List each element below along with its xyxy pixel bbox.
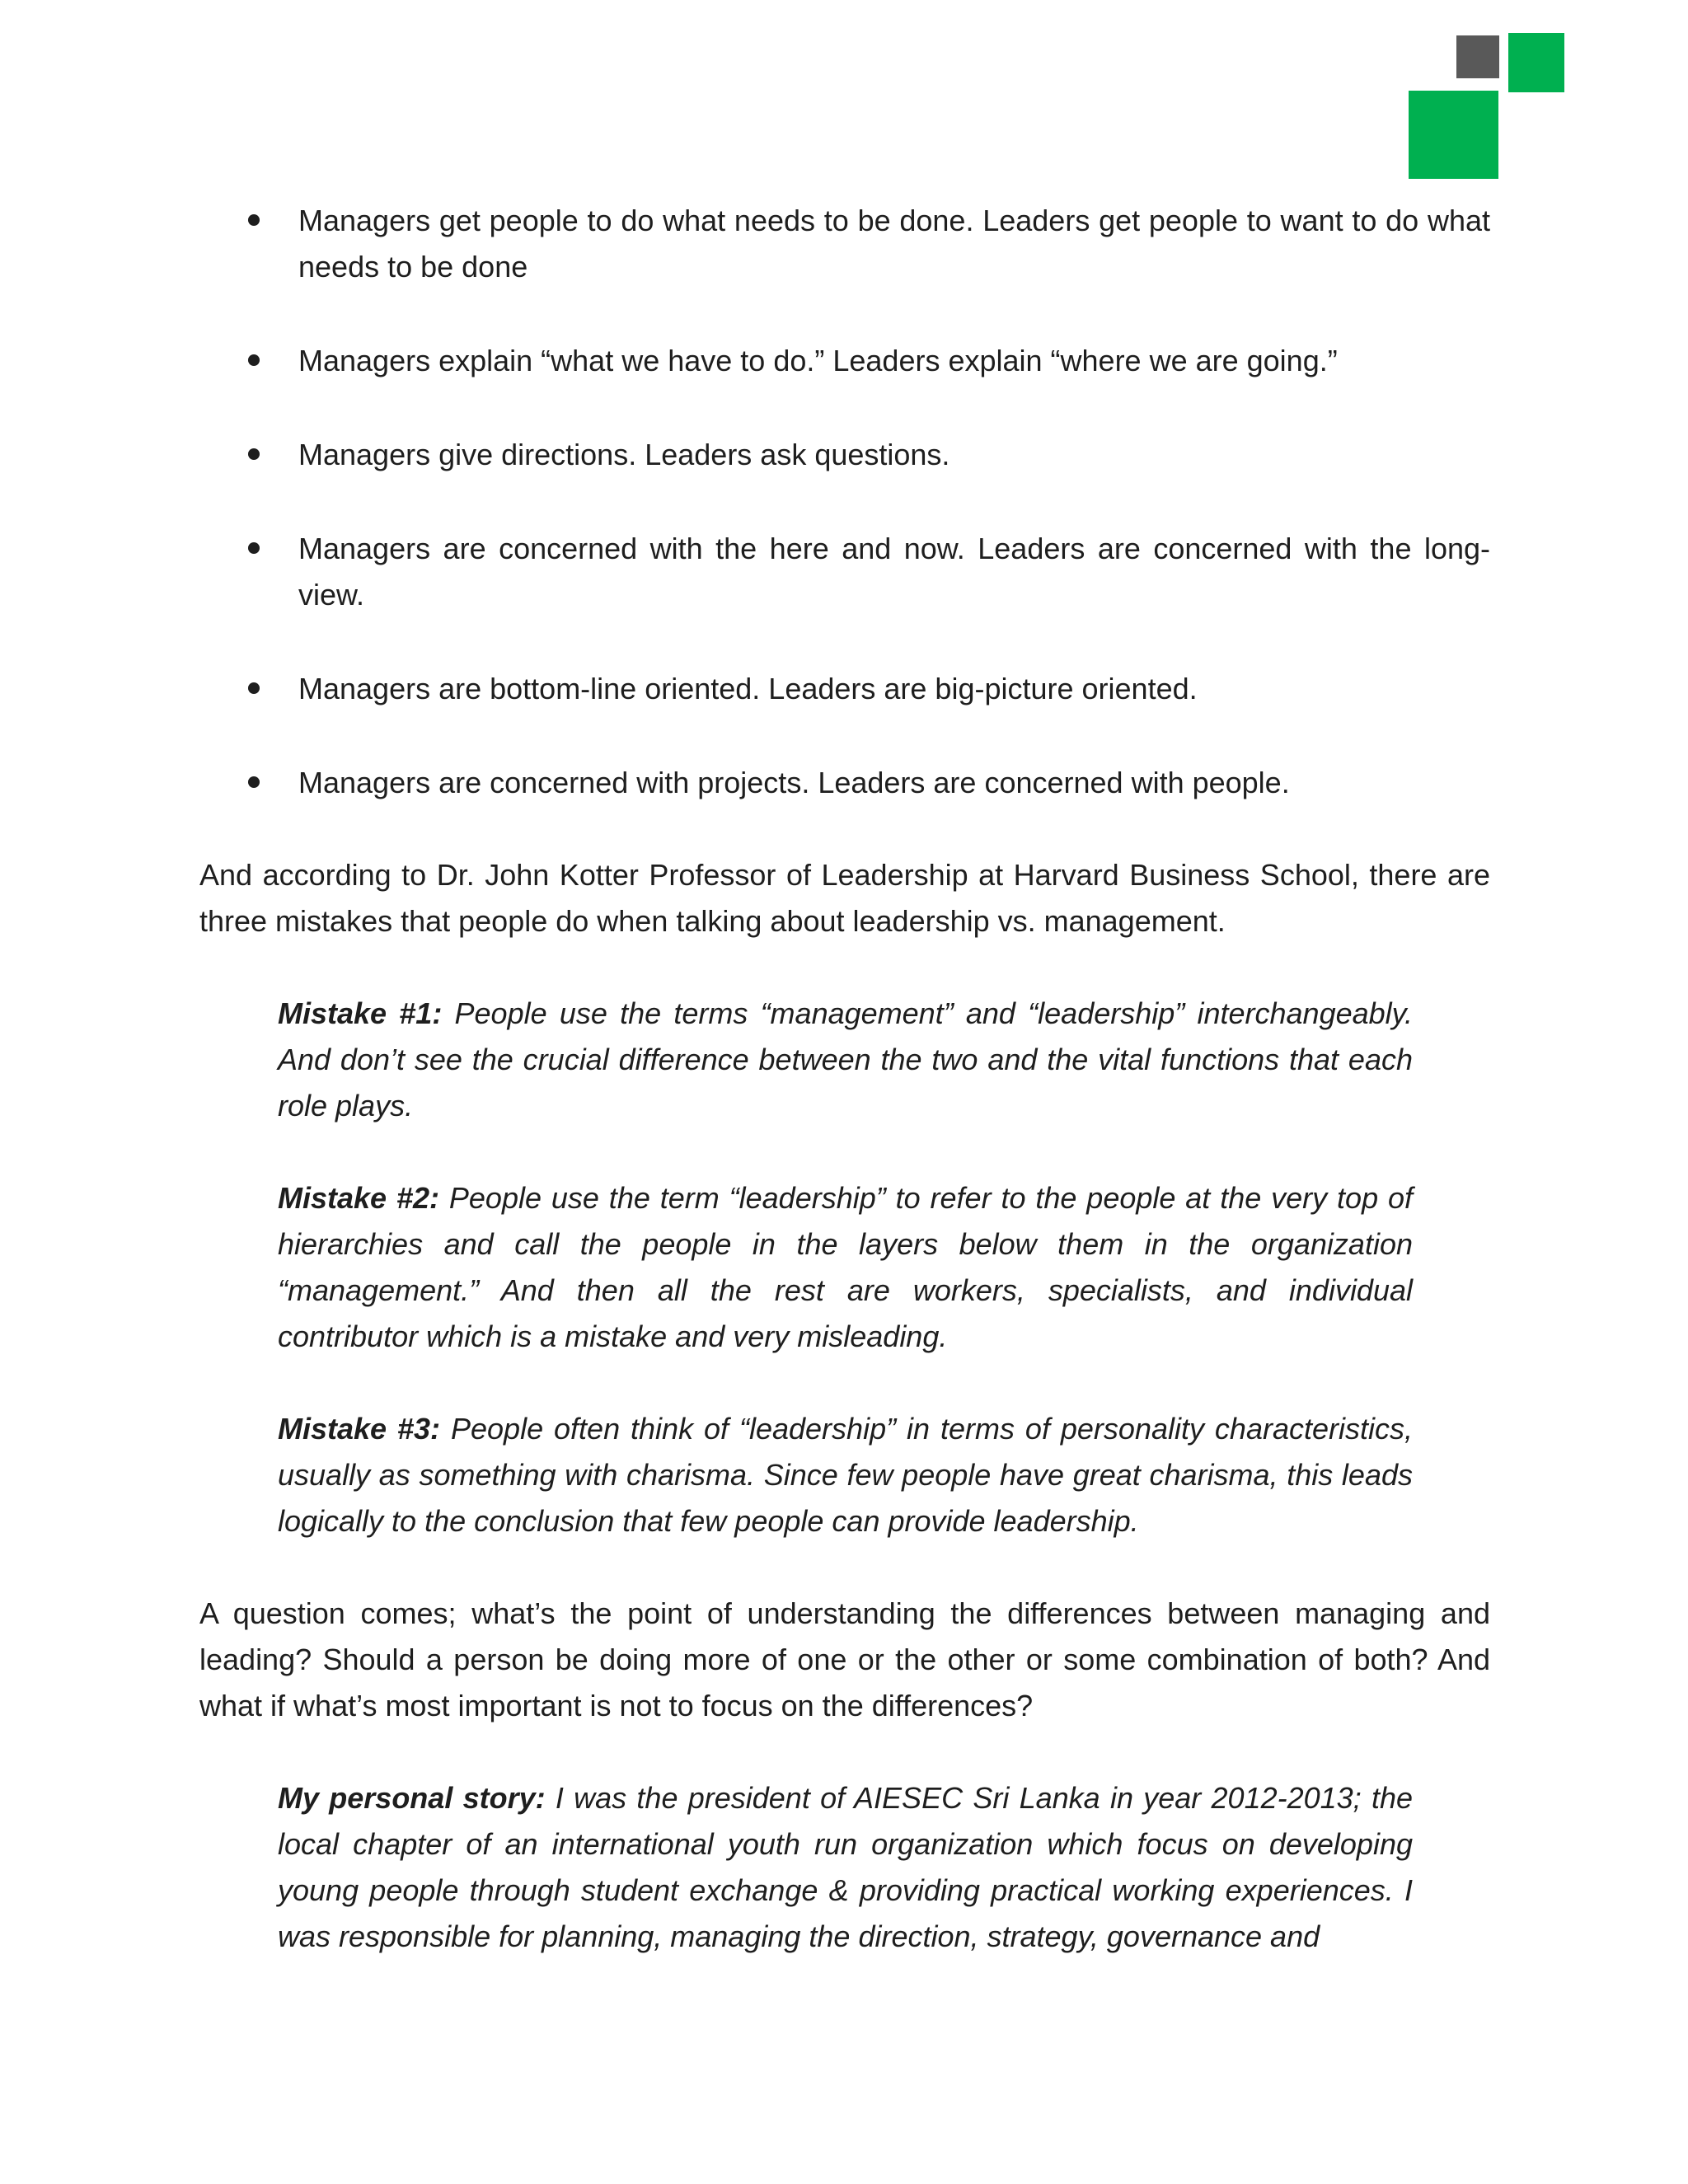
- mistake-3-text: People often think of “leadership” in terms of personality characteristics, usually as something with charisma. Since few people have great charisma, this leads logically to the conclusion that few people can provide leadership.: [278, 1412, 1413, 1538]
- bullet-icon: [248, 682, 260, 694]
- bullet-icon: [248, 542, 260, 554]
- personal-story-block: [278, 1775, 1413, 1960]
- mistake-2-label: Mistake #2:: [278, 1181, 439, 1215]
- bullet-icon: [248, 448, 260, 460]
- list-item: [199, 432, 1490, 478]
- comparison-list: [199, 198, 1490, 806]
- list-item-text: Managers get people to do what needs to be done. Leaders get people to want to do what needs to be done: [298, 204, 1490, 284]
- mistake-2-block: [278, 1175, 1413, 1360]
- list-item: [199, 338, 1490, 384]
- list-item-text: Managers are concerned with projects. Leaders are concerned with people.: [298, 766, 1290, 799]
- question-paragraph: A question comes; what’s the point of understanding the differences between managing and leading? Should a person be doing more of one or the other or some combination of both? And what if what’s most important is not to focus on the differences?: [199, 1596, 1490, 1722]
- mistake-1-label: Mistake #1:: [278, 996, 443, 1030]
- intro-paragraph: And according to Dr. John Kotter Professor of Leadership at Harvard Business School, there are three mistakes that people do when talking about leadership vs. management.: [199, 858, 1490, 938]
- list-item-text: Managers are bottom-line oriented. Leaders are big-picture oriented.: [298, 672, 1198, 705]
- list-item: [199, 760, 1490, 806]
- list-item: [199, 666, 1490, 712]
- personal-story-label: My personal story:: [278, 1781, 546, 1815]
- bullet-icon: [248, 354, 260, 366]
- list-item: [199, 526, 1490, 618]
- mistake-3-block: [278, 1406, 1413, 1544]
- list-item-text: Managers explain “what we have to do.” Leaders explain “where we are going.”: [298, 344, 1338, 377]
- bullet-icon: [248, 776, 260, 788]
- personal-story-text: I was the president of AIESEC Sri Lanka in year 2012-2013; the local chapter of an international youth run organization which focus on developing young people through student exchange & providing practical working experiences. I was responsible for planning, managing the direction, strategy, governance and: [278, 1781, 1413, 1953]
- document-body: [199, 198, 1490, 2006]
- mistake-3-label: Mistake #3:: [278, 1412, 441, 1446]
- logo-green-square-small: [1508, 33, 1564, 92]
- list-item-text: Managers give directions. Leaders ask questions.: [298, 438, 950, 471]
- list-item: [199, 198, 1490, 290]
- logo-gray-square: [1456, 35, 1499, 78]
- mistake-2-text: People use the term “leadership” to refer to the people at the very top of hierarchies and call the people in the layers below them in the organization “management.” And then all the rest are workers, specialists, and individual contributor which is a mistake and very misleading.: [278, 1181, 1413, 1353]
- list-item-text: Managers are concerned with the here and now. Leaders are concerned with the long-view.: [298, 532, 1490, 612]
- mistake-1-block: [278, 991, 1413, 1129]
- bullet-icon: [248, 214, 260, 226]
- brand-logo: [0, 0, 1688, 190]
- mistake-1-text: People use the terms “management” and “leadership” interchangeably. And don’t see the crucial difference between the two and the vital functions that each role plays.: [278, 996, 1413, 1122]
- logo-green-square-large: [1409, 91, 1498, 179]
